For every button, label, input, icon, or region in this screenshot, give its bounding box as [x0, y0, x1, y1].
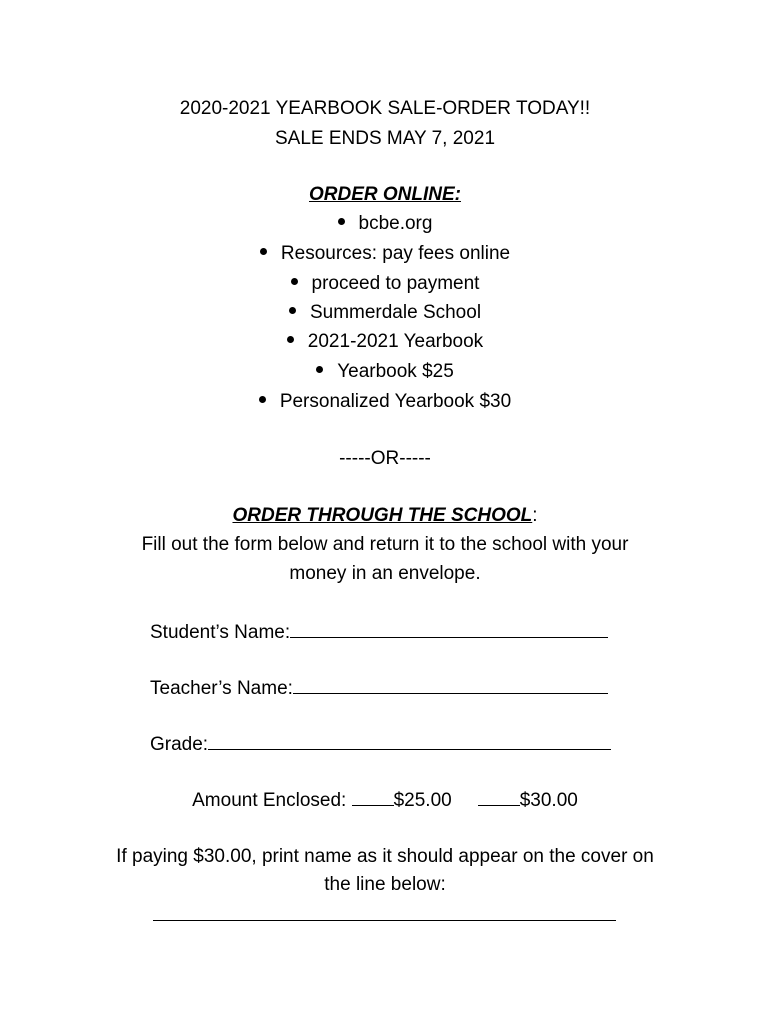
instructions-line-1: Fill out the form below and return it to the school with your [141, 534, 629, 555]
bullet-icon [289, 307, 296, 314]
online-bullet-5 [0, 330, 770, 354]
online-bullet-1 [0, 212, 770, 236]
amount-row [0, 787, 770, 813]
online-bullet-4 [0, 301, 770, 325]
amount-label: Amount Enclosed: [192, 790, 347, 811]
school-heading-colon: : [532, 505, 538, 526]
student-name-field[interactable] [290, 619, 608, 638]
bullet-icon [287, 336, 294, 343]
online-heading: ORDER ONLINE: [309, 184, 461, 205]
title-line-1: 2020-2021 YEARBOOK SALE-ORDER TODAY!! [179, 98, 591, 119]
amount-30-checkbox[interactable] [478, 787, 520, 806]
bullet-text: bcbe.org [358, 213, 433, 234]
bullet-text: Summerdale School [309, 302, 482, 323]
school-heading-row [0, 504, 770, 528]
bullet-icon [316, 366, 323, 373]
bullet-icon [260, 248, 267, 255]
or-separator: -----OR----- [339, 448, 431, 469]
bullet-icon [338, 218, 345, 225]
grade-field[interactable] [208, 731, 611, 750]
teacher-name-row [150, 675, 608, 701]
amount-30-label: $30.00 [519, 790, 578, 811]
online-bullet-3 [0, 272, 770, 296]
title-line-2: SALE ENDS MAY 7, 2021 [274, 128, 496, 149]
cover-name-field[interactable] [153, 920, 616, 921]
bullet-icon [259, 396, 266, 403]
online-bullet-6 [0, 360, 770, 384]
student-name-row [150, 619, 608, 645]
teacher-name-field[interactable] [293, 675, 608, 694]
cover-instructions-line-1: If paying $30.00, print name as it should appear on the cover on [116, 846, 654, 867]
online-heading-row [0, 183, 770, 207]
grade-label: Grade: [150, 734, 209, 755]
school-heading: ORDER THROUGH THE SCHOOL [232, 505, 533, 526]
bullet-text: 2021-2021 Yearbook [307, 331, 484, 352]
bullet-text: proceed to payment [311, 273, 480, 294]
online-bullet-2 [0, 242, 770, 266]
student-name-label: Student’s Name: [150, 622, 291, 643]
amount-25-checkbox[interactable] [352, 787, 394, 806]
online-bullet-7 [0, 390, 770, 414]
bullet-icon [291, 278, 298, 285]
bullet-text: Personalized Yearbook $30 [279, 391, 512, 412]
instructions-line-2: money in an envelope. [289, 563, 481, 584]
bullet-text: Resources: pay fees online [280, 243, 511, 264]
bullet-text: Yearbook $25 [337, 361, 454, 382]
grade-row [150, 731, 611, 757]
amount-25-label: $25.00 [393, 790, 452, 811]
teacher-name-label: Teacher’s Name: [150, 678, 293, 699]
cover-instructions-line-2: the line below: [324, 874, 446, 895]
